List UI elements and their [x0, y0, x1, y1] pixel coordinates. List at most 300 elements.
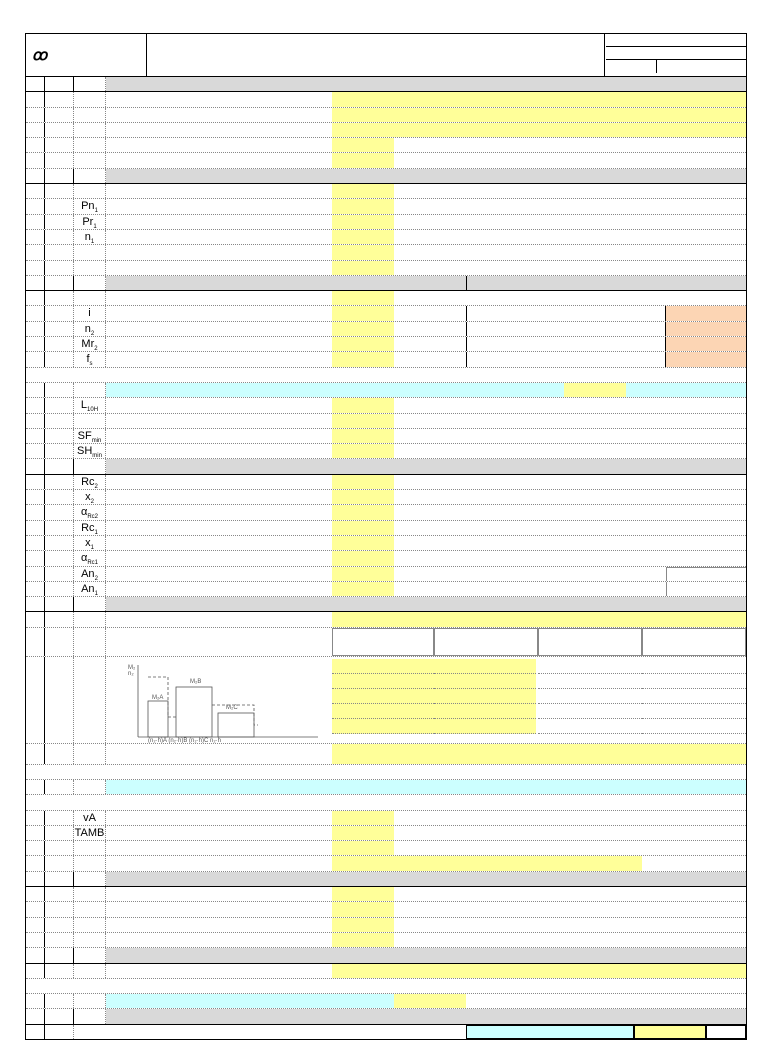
velocity-range-3 [642, 811, 746, 825]
section-title [106, 276, 466, 290]
row-number [45, 383, 74, 397]
form-row-7 [26, 199, 746, 214]
row-label [106, 352, 332, 366]
mandatory-mark [26, 994, 45, 1008]
form-row-25 [26, 505, 746, 520]
svg-text:n₂: n₂ [128, 670, 134, 677]
form-row-29 [26, 567, 746, 582]
input-cell[interactable] [332, 429, 394, 443]
row-number [45, 1025, 74, 1039]
form-row-18 [26, 383, 746, 398]
nr-field[interactable] [606, 34, 746, 47]
mandatory-mark [26, 215, 45, 229]
row-symbol [74, 92, 106, 106]
fem-l[interactable] [434, 856, 538, 870]
row-symbol [74, 902, 106, 916]
row-symbol: $Rc_2$ [74, 475, 106, 489]
form-row-x [26, 780, 746, 795]
input-cell[interactable] [332, 322, 394, 336]
row-label [106, 108, 332, 122]
row-number [45, 261, 74, 275]
form-row-23 [26, 475, 746, 490]
row-label [106, 429, 332, 443]
unit-cell [394, 582, 454, 596]
form-row-1 [26, 92, 746, 107]
row-number [45, 444, 74, 458]
row-number [45, 582, 74, 596]
row-label [106, 398, 332, 412]
row-number [45, 918, 74, 932]
input-cell[interactable] [332, 383, 394, 397]
row-symbol: $An_1$ [74, 582, 106, 596]
input-cell[interactable] [332, 551, 394, 565]
mandatory-mark [26, 199, 45, 213]
row-label [106, 612, 332, 626]
unit-cell [394, 567, 454, 581]
row-label [106, 994, 332, 1008]
row-number [45, 948, 74, 962]
row-number [45, 245, 74, 259]
page-title [147, 34, 605, 76]
mandatory-mark [26, 657, 45, 743]
angle-position-label [666, 475, 746, 489]
atex-value[interactable] [666, 352, 746, 366]
row-symbol: $\alpha_{Rc2}$ [74, 505, 106, 519]
input-cell[interactable] [332, 841, 394, 855]
form-row-26 [26, 521, 746, 536]
pull-label [666, 582, 746, 596]
row-number [45, 887, 74, 901]
duty-phase-cell[interactable] [538, 689, 642, 704]
row-symbol [74, 123, 106, 137]
plp-number-input[interactable] [394, 994, 466, 1008]
input-cell[interactable] [332, 933, 394, 947]
row-symbol [74, 612, 106, 626]
rev-field[interactable] [606, 60, 656, 73]
row-number [45, 902, 74, 916]
section-title [106, 77, 746, 91]
duty-phase-cell[interactable] [434, 719, 536, 734]
torque-header [538, 628, 642, 656]
unit-cell[interactable] [394, 398, 746, 412]
input-cell[interactable] [332, 582, 394, 596]
form-row-3 [26, 123, 746, 138]
mandatory-mark [26, 948, 45, 962]
mandatory-mark [26, 92, 45, 106]
rev-date-field[interactable] [656, 60, 746, 73]
input-cell[interactable] [332, 964, 746, 978]
form-row-37 [26, 856, 746, 871]
row-number [45, 322, 74, 336]
row-number [45, 92, 74, 106]
mandatory-mark [26, 138, 45, 152]
row-symbol: $x_1$ [74, 536, 106, 550]
header [26, 34, 746, 77]
input-cell[interactable] [332, 245, 394, 259]
mandatory-mark [26, 551, 45, 565]
mandatory-mark [26, 811, 45, 825]
unit-cell [394, 475, 454, 489]
unit-cell [394, 429, 746, 443]
row-symbol: $L_{10H}$ [74, 398, 106, 412]
row-number [45, 306, 74, 320]
row-number [45, 291, 74, 305]
atex-zone [466, 337, 666, 351]
unit-cell[interactable] [394, 230, 746, 244]
input-cell[interactable] [332, 567, 394, 581]
duty-phase-cell[interactable] [332, 704, 434, 719]
row-number [45, 459, 74, 473]
section-code [74, 872, 106, 886]
row-label [106, 887, 332, 901]
section-code [74, 1009, 106, 1023]
row-symbol [74, 887, 106, 901]
duty-cycle-diagram [108, 657, 332, 743]
ccw-option[interactable] [626, 383, 746, 397]
form-row-42 [26, 964, 746, 979]
unit-cell[interactable] [394, 199, 746, 213]
row-number [45, 567, 74, 581]
input-cell[interactable] [332, 123, 746, 137]
cw-option[interactable] [394, 383, 564, 397]
row-label [106, 918, 332, 932]
form-row-34 [26, 811, 746, 826]
row-symbol [74, 245, 106, 259]
row-number [45, 933, 74, 947]
row-symbol: i [74, 306, 106, 320]
input-cell[interactable] [332, 505, 394, 519]
input-cell[interactable] [332, 184, 394, 198]
row-symbol: $n_2$ [74, 322, 106, 336]
row-label [106, 475, 332, 489]
row-symbol [74, 657, 106, 743]
row-label [106, 780, 332, 794]
section-header [26, 459, 746, 474]
input-cell[interactable] [332, 291, 394, 305]
form-row-36 [26, 841, 746, 856]
row-label [106, 841, 332, 855]
form-row-35 [26, 826, 746, 841]
row-symbol [74, 744, 106, 764]
section-header [26, 276, 746, 291]
row-number [45, 994, 74, 1008]
input-cell[interactable] [332, 521, 394, 535]
duty-s4[interactable] [642, 780, 746, 794]
row-label [106, 261, 332, 275]
row-symbol: $SH_{min}$ [74, 444, 106, 458]
row-number [45, 123, 74, 137]
row-number [45, 551, 74, 565]
row-label [106, 582, 332, 596]
spacer-row [26, 765, 746, 780]
form-row-33 [26, 744, 746, 765]
section-title [106, 948, 746, 962]
row-symbol: TAMB [74, 826, 105, 839]
mandatory-mark [26, 184, 45, 198]
row-number [45, 612, 74, 626]
input-cell[interactable] [332, 215, 394, 229]
svg-text:(n₂·h)A (n₂·h)B (n₂·h)C: (n₂·h)A (n₂·h)B (n₂·h)C n₂·h [148, 737, 221, 743]
unit-cell[interactable] [394, 414, 746, 428]
form-row-13 [26, 306, 746, 321]
row-label [106, 964, 332, 978]
atex-value[interactable] [666, 337, 746, 351]
atex-cat [466, 306, 666, 320]
mandatory-mark [26, 1025, 45, 1039]
unit-cell[interactable] [394, 826, 746, 840]
unit-cell [394, 551, 454, 565]
form-row-4 [26, 138, 746, 153]
row-number [45, 780, 74, 794]
form-row-20 [26, 414, 746, 429]
row-symbol [74, 994, 106, 1008]
duty-phase-cell[interactable] [538, 674, 642, 689]
input-cell[interactable] [332, 108, 746, 122]
form-row-11 [26, 261, 746, 276]
unit-cell [394, 337, 466, 351]
section-code [74, 459, 106, 473]
row-number [45, 138, 74, 152]
row-number [45, 490, 74, 504]
input-cell[interactable] [332, 811, 394, 825]
mandatory-mark [26, 337, 45, 351]
section-header [26, 948, 746, 963]
utility-row [26, 1025, 746, 1040]
row-symbol: $n_1$ [74, 230, 106, 244]
mandatory-mark [26, 398, 45, 412]
row-label [106, 536, 332, 550]
row-symbol: $Pn_1$ [74, 199, 106, 213]
input-cell[interactable] [332, 918, 394, 932]
input-cell[interactable] [332, 536, 394, 550]
atex-title [500, 276, 746, 290]
form-row-19 [26, 398, 746, 413]
form-row-12 [26, 291, 746, 306]
row-number [45, 398, 74, 412]
row-number [45, 230, 74, 244]
mandatory-mark [26, 108, 45, 122]
row-symbol [74, 138, 106, 152]
input-cell[interactable] [332, 475, 394, 489]
unit-cell [394, 322, 466, 336]
form-body [26, 77, 746, 1040]
section-title [106, 1009, 746, 1023]
unit-cell[interactable] [394, 215, 746, 229]
row-label [106, 199, 332, 213]
duty-phase-cell[interactable] [538, 659, 642, 674]
mandatory-mark [26, 123, 45, 137]
form-row-17 [26, 352, 746, 367]
mandatory-mark [26, 429, 45, 443]
atex-value[interactable] [666, 306, 746, 320]
atex-atm [466, 322, 666, 336]
input-cell[interactable] [332, 398, 394, 412]
section-code [74, 77, 106, 91]
input-cell[interactable] [332, 490, 394, 504]
row-number [45, 811, 74, 825]
duty-phase-cell[interactable] [642, 689, 746, 704]
row-label [106, 551, 332, 565]
mandatory-mark [26, 887, 45, 901]
mandatory-mark [26, 902, 45, 916]
duty-phase-cell[interactable] [434, 689, 536, 704]
spacer-row [26, 795, 746, 810]
row-symbol [74, 153, 106, 167]
duty-phase-cell[interactable] [434, 659, 536, 674]
unit-cell [394, 490, 454, 504]
fem-t[interactable] [332, 856, 434, 870]
mandatory-mark [26, 261, 45, 275]
rotation-choice[interactable] [564, 383, 626, 397]
row-symbol: $Mr_2$ [74, 337, 106, 351]
row-symbol [74, 780, 106, 794]
row-symbol [74, 108, 106, 122]
duty-s3[interactable] [538, 780, 642, 794]
section-code [74, 948, 106, 962]
row-label [106, 490, 332, 504]
input-cell[interactable] [332, 887, 394, 901]
input-cell[interactable] [332, 444, 394, 458]
fem-m[interactable] [538, 856, 642, 870]
form-row-5 [26, 153, 746, 168]
section-code [74, 597, 106, 611]
input-cell[interactable] [332, 337, 394, 351]
row-number [45, 628, 74, 656]
mandatory-mark [26, 780, 45, 794]
mandatory-mark [26, 964, 45, 978]
duty-s1[interactable] [332, 780, 434, 794]
mandatory-mark [26, 444, 45, 458]
row-number [45, 1009, 74, 1023]
mandatory-mark [26, 169, 45, 183]
mandatory-mark [26, 306, 45, 320]
form-row-30 [26, 582, 746, 597]
form-row-31 [26, 612, 746, 627]
row-number [45, 536, 74, 550]
input-cell[interactable] [332, 612, 746, 626]
mandatory-mark [26, 505, 45, 519]
duty-phase-cell[interactable] [538, 704, 642, 719]
row-number [45, 521, 74, 535]
input-cell[interactable] [332, 306, 394, 320]
form-row-9 [26, 230, 746, 245]
duty-phase-cell[interactable] [642, 674, 746, 689]
velocity-range-1 [454, 811, 538, 825]
input-cell[interactable] [332, 261, 394, 275]
atex-code [466, 276, 500, 290]
hours-value[interactable] [634, 1025, 706, 1039]
form-row-10 [26, 245, 746, 260]
input-cell[interactable] [332, 199, 394, 213]
row-label [106, 337, 332, 351]
duty-phase-cell[interactable] [332, 719, 434, 734]
input-cell[interactable] [332, 414, 394, 428]
duty-phase-cell[interactable] [332, 659, 434, 674]
row-number [45, 352, 74, 366]
form-row-38 [26, 887, 746, 902]
input-cell[interactable] [332, 352, 394, 366]
atex-value[interactable] [666, 322, 746, 336]
input-cell[interactable] [332, 826, 394, 840]
row-number [45, 199, 74, 213]
row-symbol: $An_2$ [74, 567, 106, 581]
mandatory-mark [26, 276, 45, 290]
input-cell[interactable] [332, 92, 746, 106]
row-symbol [74, 933, 106, 947]
duty-phase-cell[interactable] [538, 719, 642, 734]
row-number [45, 744, 74, 764]
row-symbol: vA [74, 811, 106, 825]
duty-phase-cell[interactable] [642, 719, 746, 734]
input-cell[interactable] [332, 902, 394, 916]
duty-cycle-table [26, 657, 746, 744]
unit-cell[interactable] [394, 841, 746, 855]
row-label [106, 322, 332, 336]
row-symbol [74, 918, 106, 932]
row-label [106, 92, 332, 106]
input-cell[interactable] [332, 138, 394, 152]
date-field[interactable] [606, 47, 746, 60]
row-symbol: $SF_{min}$ [74, 429, 106, 443]
form-row-28 [26, 551, 746, 566]
duty-phase-cell[interactable] [434, 674, 536, 689]
section-header [26, 169, 746, 184]
row-symbol [74, 383, 106, 397]
unit-cell [394, 505, 454, 519]
form-row-22 [26, 444, 746, 459]
mandatory-mark [26, 475, 45, 489]
section-code [74, 169, 106, 183]
mandatory-mark [26, 490, 45, 504]
unit-cell [394, 811, 454, 825]
speed-header [642, 628, 746, 656]
duty-s2[interactable] [434, 780, 538, 794]
row-number [45, 841, 74, 855]
row-label [106, 628, 332, 656]
row-label [106, 567, 332, 581]
mandatory-mark [26, 612, 45, 626]
unit-cell [394, 536, 454, 550]
duty-phase-cell[interactable] [434, 704, 536, 719]
form-row-32 [26, 628, 746, 657]
input-cell[interactable] [332, 744, 746, 764]
duty-phase-cell[interactable] [332, 689, 434, 704]
row-number [45, 657, 74, 743]
row-number [45, 826, 74, 840]
form-row-8 [26, 215, 746, 230]
row-label [106, 826, 332, 840]
section-header [26, 77, 746, 92]
time-phase-hours-header [434, 628, 538, 656]
row-label [106, 138, 332, 152]
row-label [106, 444, 332, 458]
input-cell[interactable] [332, 230, 394, 244]
row-label [106, 153, 332, 167]
mandatory-mark [26, 582, 45, 596]
row-number [45, 215, 74, 229]
row-number [45, 597, 74, 611]
row-label [106, 521, 332, 535]
row-label [106, 123, 332, 137]
duty-phase-cell[interactable] [332, 674, 434, 689]
svg-text:M₂A: M₂A [152, 694, 164, 701]
input-cell[interactable] [332, 994, 394, 1008]
form-row-24 [26, 490, 746, 505]
duty-phase-cell[interactable] [642, 704, 746, 719]
input-cell[interactable] [332, 153, 394, 167]
duty-phase-cell[interactable] [642, 659, 746, 674]
mandatory-mark [26, 567, 45, 581]
